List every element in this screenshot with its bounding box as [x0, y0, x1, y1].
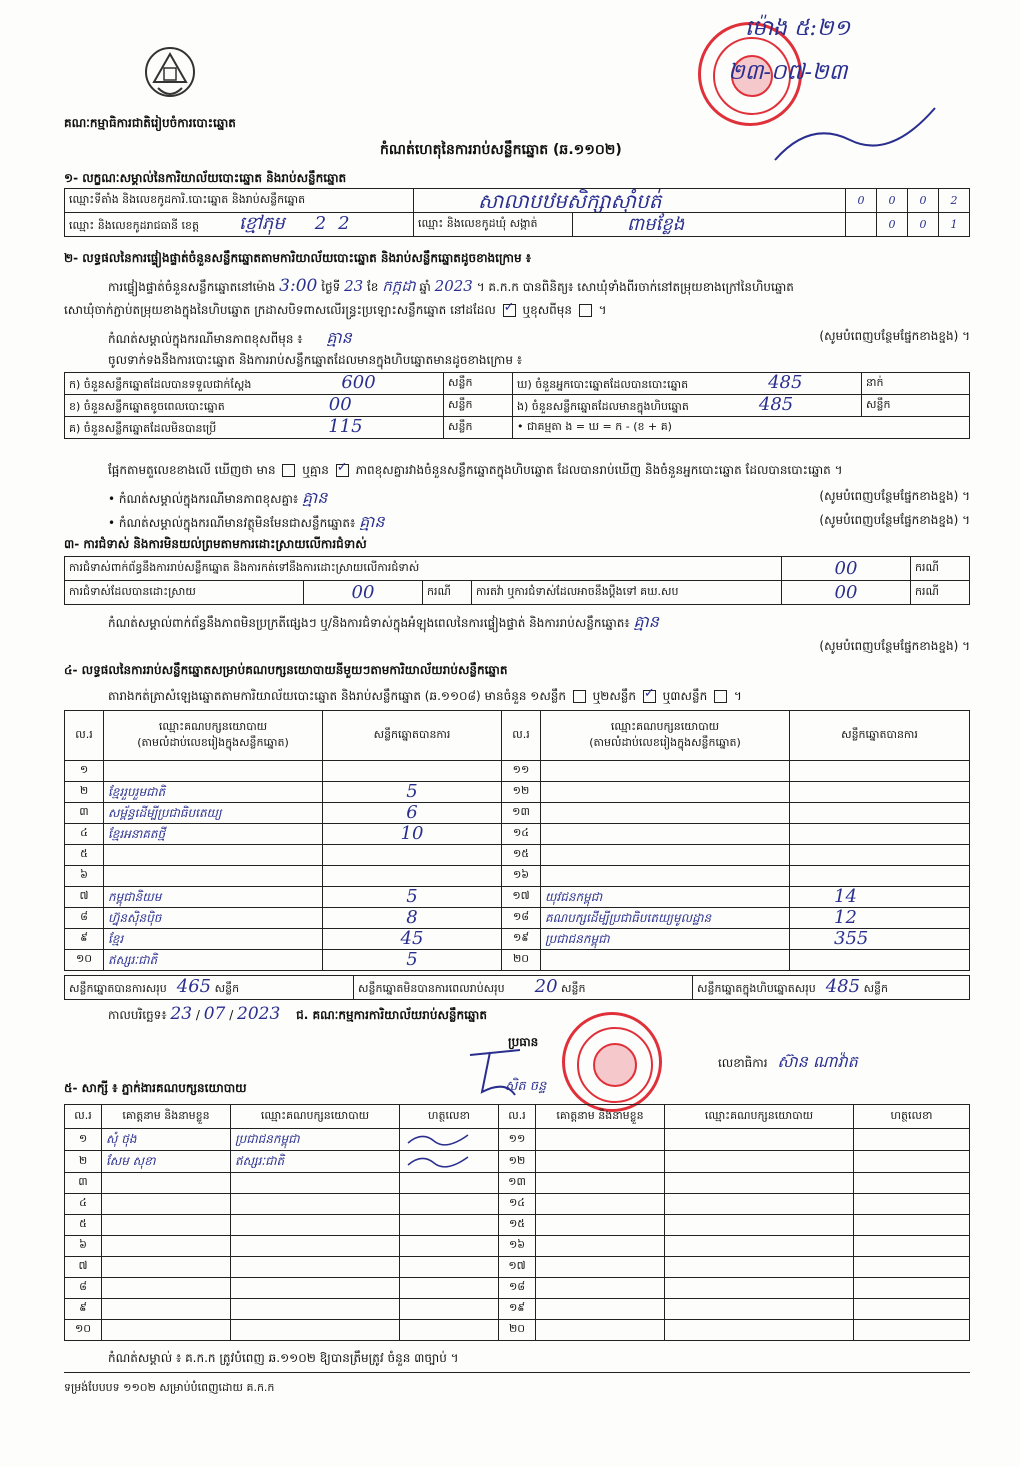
results-table [64, 710, 970, 971]
result-votes: 5 [323, 950, 502, 971]
result-party: ហ្វ៊ុនស៊ិនប៉ិច [104, 908, 323, 929]
commune-code-1: 0 [877, 213, 908, 237]
result-no: ១៤ [502, 824, 541, 845]
witness-party [231, 1257, 400, 1278]
witness-party [665, 1320, 854, 1341]
witness-signature [400, 1278, 499, 1299]
witness-no: ៧ [65, 1257, 102, 1278]
witness-name [536, 1236, 665, 1257]
bullet2-line: • កំណត់សម្គាល់ក្នុងករណីមានវត្ថុមិនមែនជាសន្លឹកឆ្នោត៖ គ្មាន (សូមបំពេញបន្ថែមផ្នែកខាងខ្នង) ។ [108, 512, 970, 531]
result-no: ១៦ [502, 866, 541, 887]
commune-code-2: 0 [908, 213, 939, 237]
witness-party [665, 1151, 854, 1173]
location-label: ឈ្មោះទីតាំង និងលេខកូដការិ.បោះឆ្នោត និងរាប់សន្លឹកឆ្នោត [65, 189, 414, 213]
witness-signature [400, 1299, 499, 1320]
witness-no: ១៦ [499, 1236, 536, 1257]
no-difference-checkbox[interactable]: ✓ [336, 460, 348, 475]
received-ballots-label: ក) ចំនួនសន្លឹកឆ្នោតដែលបានទទួលជាក់ស្តែង 600 [65, 373, 444, 395]
result-votes: 5 [323, 887, 502, 908]
result-party: ប្រជាជនកម្ពុជា [541, 929, 790, 950]
result-votes [790, 803, 970, 824]
witness-party [231, 1320, 400, 1341]
commune-code-3: 1 [939, 213, 970, 237]
witness-name [102, 1257, 231, 1278]
results-row [65, 824, 970, 845]
witness-no: ១៣ [499, 1173, 536, 1194]
witness-no: ៨ [65, 1278, 102, 1299]
witness-no: ៩ [65, 1299, 102, 1320]
result-votes: 14 [790, 887, 970, 908]
location-code-1: 0 [846, 189, 877, 213]
box-ballots-unit: សន្លឹក [862, 395, 970, 417]
witness-signature [854, 1215, 970, 1236]
witness-name: សែម សុខា [102, 1151, 231, 1173]
witness-party [665, 1194, 854, 1215]
result-party: ខ្មែរអនាគតថ្មី [104, 824, 323, 845]
province-cell: ឈ្មោះ និងលេខកូដរាជធានី ខេត្ត ខ្មៅភុម 2 2 [65, 213, 414, 237]
witness-no: ១៨ [499, 1278, 536, 1299]
witness-party [231, 1173, 400, 1194]
witness-signature [400, 1194, 499, 1215]
witness-name [536, 1194, 665, 1215]
result-party: ឥស្សរៈជាតិ [104, 950, 323, 971]
formula-note: • ជាគម្មតា ង = ឃ = ក - (ខ + គ) [513, 417, 970, 439]
total-valid: សន្លឹកឆ្នោតបានការសរុប 465 សន្លឹក [65, 976, 354, 1000]
witness-name [102, 1299, 231, 1320]
witness-row [65, 1257, 970, 1278]
form-reference: ទម្រង់បែបបទ ១១០២ សម្រាប់បំពេញដោយ គ.ក.ក [64, 1381, 275, 1394]
witness-name [536, 1299, 665, 1320]
result-no: ៣ [65, 803, 104, 824]
witness-row [65, 1299, 970, 1320]
result-votes [323, 845, 502, 866]
one-sheet-checkbox[interactable] [573, 690, 586, 703]
witness-row [65, 1320, 970, 1341]
witness-col-name-right: គោត្តនាម និងនាមខ្លួន [536, 1105, 665, 1129]
result-no: ១៧ [502, 887, 541, 908]
result-votes: 355 [790, 929, 970, 950]
result-no: ៧ [65, 887, 104, 908]
result-party [104, 845, 323, 866]
result-no: ១០ [65, 950, 104, 971]
changed-checkbox[interactable] [579, 304, 592, 317]
witness-name [536, 1257, 665, 1278]
result-party: ខ្មែររួបរួមជាតិ [104, 782, 323, 803]
total-invalid: សន្លឹកឆ្នោតមិនបានការពេលរាប់សរុប 20 សន្លឹក [354, 976, 693, 1000]
witness-col-party-left: ឈ្មោះគណបក្សនយោបាយ [231, 1105, 400, 1129]
witness-row [65, 1194, 970, 1215]
result-no: ៩ [65, 929, 104, 950]
witness-party [231, 1236, 400, 1257]
witness-party: ឥស្សរៈជាតិ [231, 1151, 400, 1173]
witness-signature [854, 1129, 970, 1151]
witness-signature [854, 1236, 970, 1257]
stamp-date: ២៣-០៧-២៣ [728, 60, 848, 85]
appeal-value: 00 [782, 581, 911, 605]
witness-signature [854, 1151, 970, 1173]
witness-party [231, 1299, 400, 1320]
has-difference-checkbox[interactable] [282, 464, 295, 477]
result-no: ១១ [502, 761, 541, 782]
objections-table [64, 556, 970, 605]
result-votes [790, 824, 970, 845]
result-no: ១៥ [502, 845, 541, 866]
results-col-party-right: ឈ្មោះគណបក្សនយោបាយ (តាមលំដាប់លេខរៀងក្នុងសន្លឹកឆ្នោត) [541, 711, 790, 761]
results-col-votes-left: សន្លឹកឆ្នោតបានការ [323, 711, 502, 761]
commune-label: ឈ្មោះ និងលេខកូដឃុំ សង្កាត់ [414, 213, 573, 237]
witness-name [536, 1151, 665, 1173]
witness-no: ៥ [65, 1215, 102, 1236]
witness-col-no-right: ល.រ [499, 1105, 536, 1129]
witness-signature [854, 1299, 970, 1320]
resolved-label: ការជំទាស់ដែលបានដោះស្រាយ [65, 581, 304, 605]
results-col-votes-right: សន្លឹកឆ្នោតបានការ [790, 711, 970, 761]
witness-table [64, 1104, 970, 1341]
result-no: ១ [65, 761, 104, 782]
witness-row [65, 1151, 970, 1173]
result-votes: 45 [323, 929, 502, 950]
clerk-line: លេខាធិការ ស៊ាន ណាវ៉ាត [718, 1052, 858, 1071]
resolved-value: 00 [304, 581, 423, 605]
witness-party [665, 1129, 854, 1151]
result-votes: 5 [323, 782, 502, 803]
witness-party [665, 1236, 854, 1257]
result-party [541, 845, 790, 866]
result-party: សម្ព័ន្ធដើម្បីប្រជាធិបតេយ្យ [104, 803, 323, 824]
witness-row [65, 1236, 970, 1257]
appeal-unit: ករណី [911, 581, 970, 605]
witness-name [536, 1129, 665, 1151]
result-votes [790, 761, 970, 782]
result-no: ១៨ [502, 908, 541, 929]
result-votes [323, 761, 502, 782]
appeal-label: ការតវ៉ា ឬការជំទាស់ដែលអាចនឹងប្តឹងទៅ គឃ.សប [472, 581, 782, 605]
witness-party: ប្រជាជនកម្ពុជា [231, 1129, 400, 1151]
witness-no: ២ [65, 1151, 102, 1173]
result-party: គណបក្សដើម្បីប្រជាធិបតេយ្យមូលដ្ឋាន [541, 908, 790, 929]
section5-heading: ៥- សាក្សី ៖ ភ្នាក់ងារគណបក្សនយោបាយ [64, 1081, 247, 1095]
president-label: ប្រធាន [508, 1035, 539, 1049]
result-party [541, 950, 790, 971]
witness-party [665, 1278, 854, 1299]
witness-name [102, 1173, 231, 1194]
location-code-4: 2 [939, 189, 970, 213]
result-votes [790, 866, 970, 887]
witness-row [65, 1173, 970, 1194]
result-no: ៥ [65, 845, 104, 866]
results-row [65, 908, 970, 929]
unchanged-checkbox[interactable]: ✓ [503, 300, 515, 315]
tally-sheets-line: តារាងកត់ត្រាសំឡេងឆ្នោតតាមការិយាល័យបោះឆ្នោត និងរាប់សន្លឹកឆ្នោត (ឆ.១១០៨) មានចំនួន ១សន្លឹក ឬ២សន្លឹក ✓ ឬ៣សន្លឹក ។ [108, 686, 742, 703]
witness-no: ៤ [65, 1194, 102, 1215]
received-ballots-unit: សន្លឹក [444, 373, 513, 395]
unused-ballots-label: គ) ចំនួនសន្លឹកឆ្នោតដែលមិនបានប្រើ 115 [65, 417, 444, 439]
box-ballots-label: ង) ចំនួនសន្លឹកឆ្នោតដែលមានក្នុងហិបឆ្នោត 485 [513, 395, 862, 417]
witness-name [536, 1215, 665, 1236]
resolved-unit: ករណី [423, 581, 472, 605]
witness-col-no-left: ល.រ [65, 1105, 102, 1129]
result-votes: 12 [790, 908, 970, 929]
results-col-no-right: ល.រ [502, 711, 541, 761]
results-row [65, 782, 970, 803]
witness-signature-mark [404, 1151, 474, 1169]
witness-no: ១ [65, 1129, 102, 1151]
result-party: យុវជនកម្ពុជា [541, 887, 790, 908]
section1-table [64, 188, 970, 237]
witness-no: ៦ [65, 1236, 102, 1257]
result-votes [790, 845, 970, 866]
results-row [65, 803, 970, 824]
result-party [541, 866, 790, 887]
witness-signature [854, 1278, 970, 1299]
voters-unit: នាក់ [862, 373, 970, 395]
witness-signature [400, 1173, 499, 1194]
counts-table [64, 372, 970, 439]
objections-label: ការជំទាស់ពាក់ព័ន្ធនឹងការរាប់សន្លឹកឆ្នោត និងការកត់ទៅនឹងការដោះស្រាយលើការជំទាស់ [65, 557, 782, 581]
result-party [541, 782, 790, 803]
witness-name [102, 1194, 231, 1215]
witness-party [231, 1194, 400, 1215]
results-col-party-left: ឈ្មោះគណបក្សនយោបាយ (តាមលំដាប់លេខរៀងក្នុងសន្លឹកឆ្នោត) [104, 711, 323, 761]
result-party [104, 761, 323, 782]
result-votes: 10 [323, 824, 502, 845]
witness-name [102, 1320, 231, 1341]
footer-note: កំណត់សម្គាល់ ៖ គ.ក.ក ត្រូវបំពេញ ឆ.១១០២ ឱ្យបានត្រឹមត្រូវ ចំនួន ៣ច្បាប់ ។ [108, 1351, 459, 1365]
witness-no: ១៥ [499, 1215, 536, 1236]
witness-no: ១៧ [499, 1257, 536, 1278]
witness-name: សុំ ថុង [102, 1129, 231, 1151]
witness-party [231, 1215, 400, 1236]
witness-name [102, 1236, 231, 1257]
witness-no: ១៩ [499, 1299, 536, 1320]
witness-signature [400, 1129, 499, 1151]
results-row [65, 845, 970, 866]
witness-name [536, 1320, 665, 1341]
witness-signature [854, 1173, 970, 1194]
witness-row [65, 1129, 970, 1151]
witness-signature [854, 1257, 970, 1278]
verification-line-2: សោឃុំចាក់ភ្ជាប់តម្រុយខាងក្នុងនៃហិបឆ្នោត ក្រដាសបិទពាសលើរន្ធ្រះប្រឡោះសន្លឹកឆ្នោត នៅដដែល ✓ ឬខុសពីមុន ។ [64, 300, 607, 317]
witness-signature [400, 1151, 499, 1173]
three-sheets-checkbox[interactable] [714, 690, 727, 703]
verification-line-1: ការផ្ទៀងផ្ទាត់ចំនួនសន្លឹកឆ្នោតនៅម៉ោង 3:00 ថ្ងៃទី 23 ខែ កក្កដា ឆ្នាំ 2023 ។ គ.ក.ក បានពិនិត្យ៖ សោឃុំទាំងពីរចាក់នៅតម្រុយខាងក្រៅនៃហិបឆ្នោត [108, 276, 794, 296]
result-no: ២ [65, 782, 104, 803]
witness-col-sign-left: ហត្ថលេខា [400, 1105, 499, 1129]
witness-no: ១១ [499, 1129, 536, 1151]
witness-signature [854, 1320, 970, 1341]
section4-heading: ៤- លទ្ធផលនៃការរាប់សន្លឹកឆ្នោតសម្រាប់គណបក្សនយោបាយនីមួយៗតាមការិយាល័យរាប់សន្លឹកឆ្នោត [64, 663, 508, 677]
result-votes: 6 [323, 803, 502, 824]
spoiled-ballots-label: ខ) ចំនួនសន្លឹកឆ្នោតខូចពេលបោះឆ្នោត 00 [65, 395, 444, 417]
form-title: កំណត់ហេតុនៃការរាប់សន្លឹកឆ្នោត (ឆ.១១០២) [380, 142, 622, 158]
nec-emblem-icon [140, 42, 200, 110]
two-sheets-checkbox[interactable]: ✓ [643, 686, 655, 701]
result-no: ៤ [65, 824, 104, 845]
objections-unit: ករណី [911, 557, 970, 581]
section2-heading: ២- លទ្ធផលនៃការផ្ទៀងផ្ទាត់ចំនួនសន្លឹកឆ្នោតតាមការិយាល័យបោះឆ្នោត និងរាប់សន្លឹកឆ្នោតដូចខាងក្រោម ៖ [64, 251, 532, 265]
result-no: ៦ [65, 866, 104, 887]
section1-heading: ១- លក្ខណៈសម្គាល់នៃការិយាល័យបោះឆ្នោត និងរាប់សន្លឹកឆ្នោត [64, 171, 347, 185]
result-no: ១៣ [502, 803, 541, 824]
witness-name [536, 1278, 665, 1299]
witness-name [102, 1278, 231, 1299]
results-row [65, 929, 970, 950]
committee-name: គណៈកម្មាធិការជាតិរៀបចំការបោះឆ្នោត [64, 116, 236, 130]
result-party: កម្ពុជានិយម [104, 887, 323, 908]
witness-party [231, 1278, 400, 1299]
results-row [65, 887, 970, 908]
commune-code-blank [846, 213, 877, 237]
results-col-no-left: ល.រ [65, 711, 104, 761]
stamp-time: ម៉ោង ៥:២១ [745, 16, 851, 41]
difference-check-line: ផ្អែកតាមតួលេខខាងលើ ឃើញថា មាន ឬគ្មាន ✓ ភាពខុសគ្នារវាងចំនួនសន្លឹកឆ្នោតក្នុងហិបឆ្នោត ដែលបានរាប់ឃើញ និងចំនួនអ្នកបោះឆ្នោត ដែលបានបោះឆ្នោត ។ [108, 460, 843, 477]
witness-party [665, 1257, 854, 1278]
witness-party [665, 1299, 854, 1320]
witness-name [536, 1173, 665, 1194]
results-row [65, 950, 970, 971]
witness-signature [854, 1194, 970, 1215]
result-no: ២០ [502, 950, 541, 971]
total-box: សន្លឹកឆ្នោតក្នុងហិបឆ្នោតសរុប 485 សន្លឹក [693, 976, 970, 1000]
witness-no: ១៤ [499, 1194, 536, 1215]
witness-name [102, 1215, 231, 1236]
irregularity-note: កំណត់សម្គាល់ពាក់ព័ន្ធនឹងភាពមិនប្រក្រតីផ្សេងៗ ឬ/និងការជំទាស់ក្នុងអំឡុងពេលនៃការផ្ទៀងផ្ទាត់ និងការរាប់សន្លឹកឆ្នោត៖ គ្មាន [108, 612, 659, 631]
witness-row [65, 1278, 970, 1299]
irregularity-note-suffix: (សូមបំពេញបន្ថែមផ្នែកខាងខ្នង) ។ [819, 639, 970, 653]
result-votes: 8 [323, 908, 502, 929]
result-votes [790, 782, 970, 803]
results-row [65, 761, 970, 782]
official-stamp-bottom [562, 1012, 662, 1112]
location-value: សាលាបឋមសិក្សាស៊ាំបត់ [414, 189, 846, 213]
result-party [104, 866, 323, 887]
result-party [541, 761, 790, 782]
result-no: ១៩ [502, 929, 541, 950]
witness-no: ១០ [65, 1320, 102, 1341]
result-party [541, 803, 790, 824]
result-votes [790, 950, 970, 971]
result-party: ខ្មែរ [104, 929, 323, 950]
footer-divider [64, 1372, 970, 1373]
section3-heading: ៣- ការជំទាស់ និងការមិនយល់ព្រមតាមការដោះស្រាយលើការជំទាស់ [64, 537, 367, 551]
voters-label: ឃ) ចំនួនអ្នកបោះឆ្នោតដែលបានបោះឆ្នោត 485 [513, 373, 862, 395]
bullet1-line: • កំណត់សម្គាល់ក្នុងករណីមានភាពខុសគ្នា៖ គ្មាន (សូមបំពេញបន្ថែមផ្នែកខាងខ្នង) ។ [108, 488, 970, 507]
result-no: ៨ [65, 908, 104, 929]
witness-signature [400, 1236, 499, 1257]
signature-mark-top [770, 100, 940, 170]
result-no: ១២ [502, 782, 541, 803]
witness-signature [400, 1215, 499, 1236]
result-votes [323, 866, 502, 887]
witness-signature [400, 1320, 499, 1341]
witness-signature-mark [404, 1129, 474, 1147]
witness-row [65, 1215, 970, 1236]
witness-signature [400, 1257, 499, 1278]
results-row [65, 866, 970, 887]
witness-no: ២០ [499, 1320, 536, 1341]
witness-col-sign-right: ហត្ថលេខា [854, 1105, 970, 1129]
witness-col-name-left: គោត្តនាម និងនាមខ្លួន [102, 1105, 231, 1129]
witness-no: ៣ [65, 1173, 102, 1194]
result-party [541, 824, 790, 845]
counts-intro: ចូលទាក់ទងនឹងការបោះឆ្នោត និងការរាប់សន្លឹកឆ្នោតដែលមានក្នុងហិបឆ្នោតមានដូចខាងក្រោម ៖ [108, 353, 523, 367]
difference-note-line: កំណត់សម្គាល់ក្នុងករណីមានភាពខុសពីមុន ៖ គ្មាន (សូមបំពេញបន្ថែមផ្នែកខាងខ្នង) ។ [108, 328, 970, 347]
witness-party [665, 1215, 854, 1236]
objections-value: 00 [782, 557, 911, 581]
witness-col-party-right: ឈ្មោះគណបក្សនយោបាយ [665, 1105, 854, 1129]
totals-table [64, 975, 970, 1000]
president-name: សិត ចន្ទ [505, 1079, 547, 1094]
unused-ballots-unit: សន្លឹក [444, 417, 513, 439]
witness-party [665, 1173, 854, 1194]
commune-value: ពាមខ្លែង [573, 213, 846, 237]
date-line: កាលបរិច្ឆេទ៖ 23 / 07 / 2023 ជ. គណៈកម្មការការិយាល័យរាប់សន្លឹកឆ្នោត [108, 1004, 487, 1024]
location-code-3: 0 [908, 189, 939, 213]
spoiled-ballots-unit: សន្លឹក [444, 395, 513, 417]
witness-no: ១២ [499, 1151, 536, 1173]
location-code-2: 0 [877, 189, 908, 213]
